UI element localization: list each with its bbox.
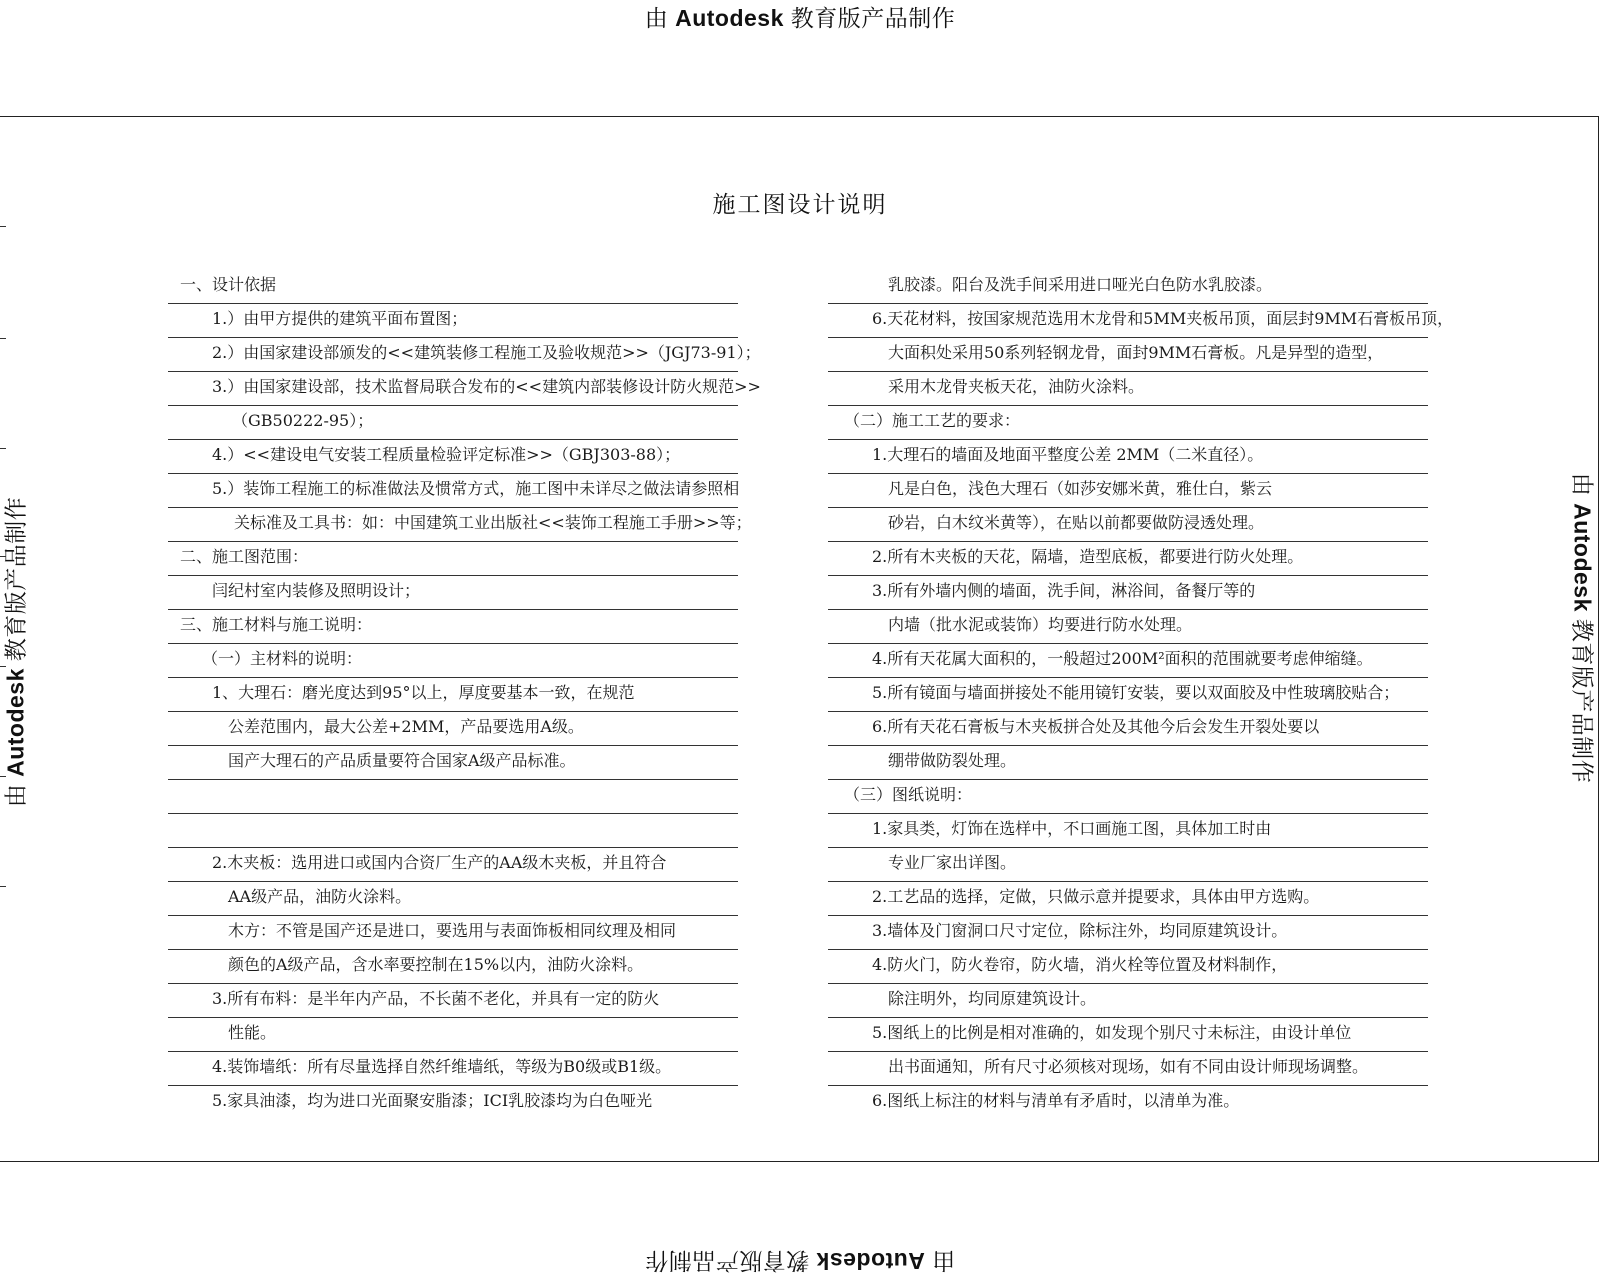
- note-line: AA级产品，油防火涂料。: [168, 882, 738, 916]
- left-notes-column: [168, 270, 761, 1120]
- note-line: 6.天花材料，按国家规范选用木龙骨和5MM夹板吊顶，面层封9MM石膏板吊顶，: [828, 304, 1428, 338]
- frame-tick: [0, 226, 6, 227]
- note-line: 4.防火门，防火卷帘，防火墙，消火栓等位置及材料制作，: [828, 950, 1428, 984]
- note-line: 1、大理石：磨光度达到95°以上，厚度要基本一致，在规范: [168, 678, 738, 712]
- note-line: （二）施工工艺的要求：: [828, 406, 1428, 440]
- note-line: 5.家具油漆，均为进口光面聚安脂漆；ICI乳胶漆均为白色哑光: [212, 1091, 653, 1110]
- frame-tick: [0, 666, 6, 667]
- frame-tick: [0, 448, 6, 449]
- note-line: 大面积处采用50系列轻钢龙骨，面封9MM石膏板。凡是异型的造型，: [828, 338, 1428, 372]
- note-line: 5.图纸上的比例是相对准确的，如发现个别尺寸未标注，由设计单位: [828, 1018, 1428, 1052]
- frame-tick: [0, 338, 6, 339]
- note-line: 公差范围内，最大公差+2MM，产品要选用A级。: [168, 712, 738, 746]
- note-line: 1.）由甲方提供的建筑平面布置图；: [168, 304, 738, 338]
- watermark-top: 由 Autodesk 教育版产品制作: [644, 5, 956, 31]
- note-line: 木方：不管是国产还是进口，要选用与表面饰板相同纹理及相同: [168, 916, 738, 950]
- frame-tick: [0, 556, 6, 557]
- frame-tick: [0, 886, 6, 887]
- note-line: 二、施工图范围：: [168, 542, 738, 576]
- watermark-right: 由 Autodesk 教育版产品制作: [1569, 472, 1596, 784]
- note-line: 5.所有镜面与墙面拼接处不能用镜钉安装，要以双面胶及中性玻璃胶贴合；: [828, 678, 1428, 712]
- note-line: 绷带做防裂处理。: [828, 746, 1428, 780]
- right-notes-column: [828, 270, 1454, 1120]
- note-line: 关标准及工具书：如：中国建筑工业出版社<<装饰工程施工手册>>等；: [168, 508, 738, 542]
- note-line: 一、设计依据: [168, 270, 738, 304]
- note-line: 凡是白色，浅色大理石（如莎安娜米黄，雅仕白，紫云: [828, 474, 1428, 508]
- note-line: 除注明外，均同原建筑设计。: [828, 984, 1428, 1018]
- note-line: 专业厂家出详图。: [828, 848, 1428, 882]
- note-line: 6.所有天花石膏板与木夹板拼合处及其他今后会发生开裂处要以: [828, 712, 1428, 746]
- note-line: 2.所有木夹板的天花，隔墙，造型底板，都要进行防火处理。: [828, 542, 1428, 576]
- note-line: 5.）装饰工程施工的标准做法及惯常方式，施工图中未详尽之做法请参照相: [168, 474, 738, 508]
- note-line: [168, 780, 738, 814]
- note-line: （一）主材料的说明：: [168, 644, 738, 678]
- note-line: 采用木龙骨夹板天花，油防火涂料。: [828, 372, 1428, 406]
- note-line: 3.墙体及门窗洞口尺寸定位，除标注外，均同原建筑设计。: [828, 916, 1428, 950]
- note-line: 1.大理石的墙面及地面平整度公差 2MM（二米直径）。: [828, 440, 1428, 474]
- note-line: [168, 814, 738, 848]
- frame-tick: [0, 776, 6, 777]
- watermark-left: 由 Autodesk 教育版产品制作: [2, 496, 29, 808]
- note-line: 4.）<<建设电气安装工程质量检验评定标准>>（GBJ303-88）；: [168, 440, 738, 474]
- note-line: 国产大理石的产品质量要符合国家A级产品标准。: [168, 746, 738, 780]
- note-line: 性能。: [168, 1018, 738, 1052]
- note-line: 4.所有天花属大面积的，一般超过200M²面积的范围就要考虑伸缩缝。: [828, 644, 1428, 678]
- note-line: 1.家具类，灯饰在选样中，不口画施工图，具体加工时由: [828, 814, 1428, 848]
- note-line: 6.图纸上标注的材料与清单有矛盾时，以清单为准。: [872, 1091, 1240, 1110]
- note-line: 3.所有外墙内侧的墙面，洗手间，淋浴间，备餐厅等的: [828, 576, 1428, 610]
- document-title: 施工图设计说明: [712, 192, 888, 218]
- note-line: 3.所有布料：是半年内产品，不长菌不老化，并具有一定的防火: [168, 984, 738, 1018]
- note-line: 闫纪村室内装修及照明设计；: [168, 576, 738, 610]
- note-line: （三）图纸说明：: [828, 780, 1428, 814]
- note-line: 颜色的A级产品，含水率要控制在15%以内，油防火涂料。: [168, 950, 738, 984]
- note-line: 3.）由国家建设部，技术监督局联合发布的<<建筑内部装修设计防火规范>>: [168, 372, 738, 406]
- note-line: 2.工艺品的选择，定做，只做示意并提要求，具体由甲方选购。: [828, 882, 1428, 916]
- note-line: 2.）由国家建设部颁发的<<建筑装修工程施工及验收规范>>（JGJ73-91）；: [168, 338, 738, 372]
- note-line: 4.装饰墙纸：所有尽量选择自然纤维墙纸，等级为B0级或B1级。: [168, 1052, 738, 1086]
- note-line: 出书面通知，所有尺寸必须核对现场，如有不同由设计师现场调整。: [828, 1052, 1428, 1086]
- note-line: 乳胶漆。阳台及洗手间采用进口哑光白色防水乳胶漆。: [828, 270, 1428, 304]
- note-line: （GB50222-95）；: [168, 406, 738, 440]
- note-line: 砂岩，白木纹米黄等），在贴以前都要做防浸透处理。: [828, 508, 1428, 542]
- watermark-bottom: 由 Autodesk 教育版产品制作: [644, 1248, 956, 1274]
- note-line: 三、施工材料与施工说明：: [168, 610, 738, 644]
- note-line: 2.木夹板：选用进口或国内合资厂生产的AA级木夹板，并且符合: [168, 848, 738, 882]
- note-line: 内墙（批水泥或装饰）均要进行防水处理。: [828, 610, 1428, 644]
